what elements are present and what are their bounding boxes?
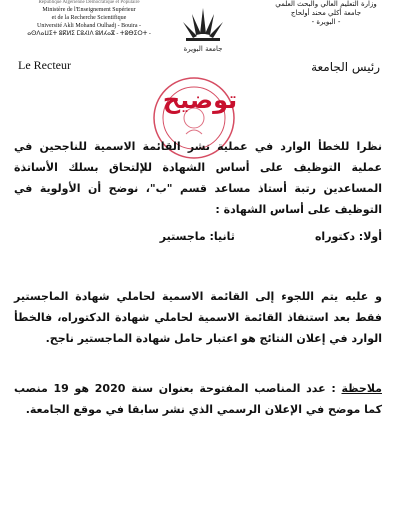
header-left-block: [14, 0, 164, 38]
header-left-line: République Algérienne Démocratique et Populaire: [38, 0, 140, 5]
header-left-line: Université Akli Mohand Oulhadj - Bouira -: [37, 23, 141, 29]
header-left-line: et de la Recherche Scientifique: [51, 15, 127, 21]
recteur-label-fr: Le Recteur: [18, 58, 71, 72]
header-right-line: - البويرة -: [311, 18, 341, 26]
priority-list: [14, 226, 382, 247]
university-logo: [168, 4, 238, 56]
header-left-line: ⴰⵙⴷⴰⵡⵉⵜ ⵓⴽⵍⵉ ⵎⵓⵃⵏⴷ ⵓⵍⵃⴰⴵ - ⵜⵓⴱⵉⵔⵜ -: [27, 31, 151, 37]
header-right-block: [266, 0, 386, 27]
note-paragraph: [14, 378, 382, 420]
header-right-line: وزارة التعليم العالي والبحث العلمي: [275, 0, 377, 8]
priority-item-magister: ثانيا: ماجستير: [159, 230, 235, 243]
recteur-label-ar: رئيس الجامعة: [311, 60, 380, 74]
logo-caption: جامعة البويرة: [183, 45, 223, 53]
paragraph-intro: نظرا للخطأ الوارد في عملية نشر القائمة الاسمية للناجحين في عملية التوظيف على أساس الشهادة للإلتحاق بسلك الأساتذة المساعدين رتبة أستاذ مساعد قسم "ب"، نوضح أن الأولوية في التوظيف على أساس الشهادة :: [14, 140, 382, 216]
document-title: توضيح: [162, 86, 238, 114]
priority-item-doctorate: أولا: دكتوراه: [314, 230, 382, 243]
header-left-line: Ministère de l'Enseignement Supérieur: [42, 7, 136, 13]
note-label: ملاحظة: [341, 382, 382, 395]
paragraph-clarification: و عليه يتم اللجوء إلى القائمة الاسمية لحاملي شهادة الماجستير فقط بعد استنفاذ القائمة الاسمية لحاملي شهادة الدكتوراه، فالخطأ الوارد في إعلان النتائج هو اعتبار حامل شهادة الماجستير ناجح.: [14, 290, 382, 345]
header-right-line: جامعة أكلي محند أولحاج: [290, 9, 362, 17]
note-text: : عدد المناصب المفتوحة بعنوان سنة 2020 هو 19 منصب كما موضح في الإعلان الرسمي الذي نشر سابقا في موقع الجامعة.: [14, 382, 382, 416]
